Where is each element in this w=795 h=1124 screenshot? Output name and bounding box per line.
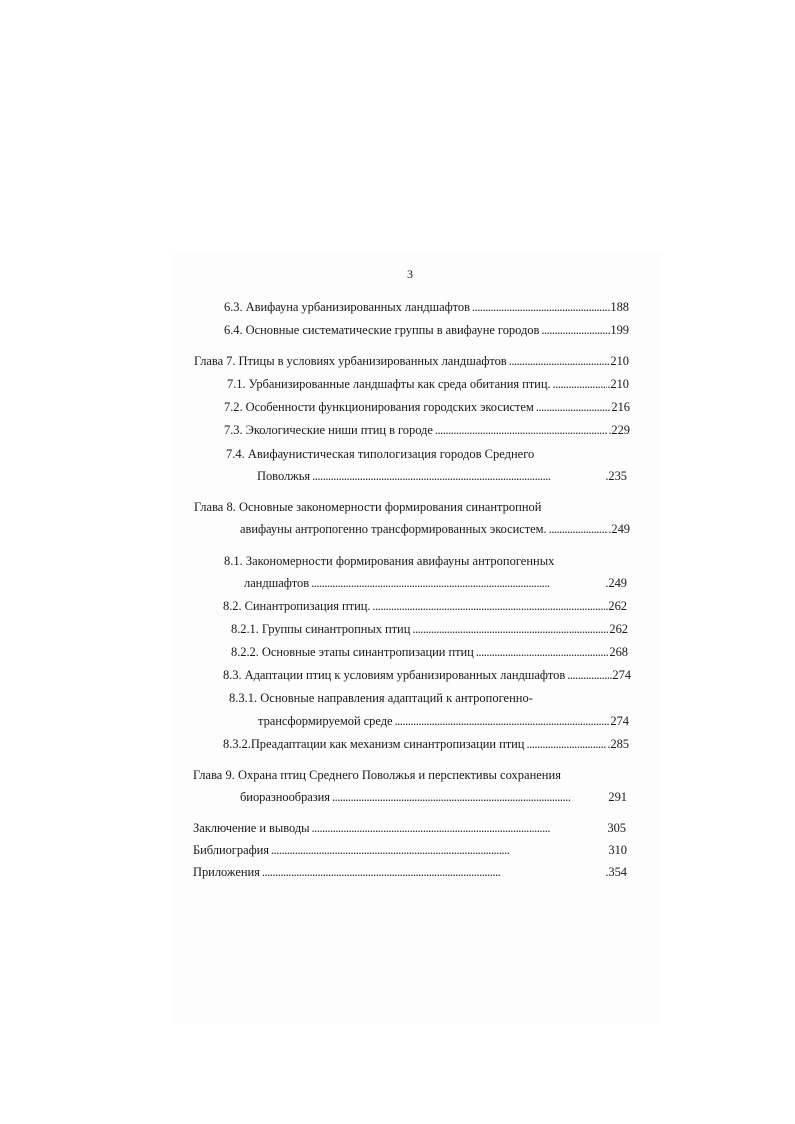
toc-entry [193,864,627,880]
toc-entry-page: 274 [610,714,629,728]
toc-entry-page: 268 [609,645,628,659]
leader-dots [507,353,611,369]
toc-entry [224,322,629,338]
toc-entry-page: 210 [610,354,629,368]
toc-entry-title: 6.3. Авифауна урбанизированных ландшафтов [224,300,470,314]
toc-entry-title: Поволжья [257,469,311,483]
toc-chapter [240,789,627,805]
toc-entry-title: 8.3. Адаптации птиц к условиям урбанизированных ландшафтов [223,668,566,682]
toc-entry-title: трансформируемой среде [258,714,393,728]
toc-entry-page: 310 [608,843,627,857]
toc-entry-title: 8.2.1. Группы синантропных птиц [231,622,411,636]
leader-dots [551,376,608,392]
toc-entry-title: авифауны антропогенно трансформированных экосистем. [240,522,547,536]
leader-dots [547,521,609,537]
toc-entry-title: Библиография [193,843,269,857]
toc-entry-page: 216 [611,400,630,414]
toc-chapter-title: Глава 8. Основные закономерности формирования синантропной [194,500,542,514]
page-number: 3 [407,267,413,281]
leader-dots [565,667,609,683]
toc-entry-title: 8.2.2. Основные этапы синантропизации птиц [231,645,474,659]
toc-entry [244,575,627,591]
toc-entry-page: 262 [609,622,628,636]
toc-entry-title: 7.1. Урбанизированные ландшафты как среда обитания птиц. [227,377,551,391]
toc-entry [231,621,628,637]
leader-dots [470,299,607,315]
toc-entry-page: .249 [608,522,630,536]
toc-entry-title: Глава 7. Птицы в условиях урбанизированных ландшафтов [194,354,507,368]
leader-dots [393,713,611,729]
toc-chapter [240,521,630,537]
toc-entry-title: 7.4. Авифаунистическая типологизация городов Среднего [226,447,535,461]
leader-dots [410,621,609,637]
toc-entry-title: 8.3.2.Преадаптации как механизм синантропизации птиц [223,737,525,751]
toc-chapter-title: Глава 9. Охрана птиц Среднего Поволжья и перспективы сохранения [193,768,561,782]
toc-entry-title: ландшафтов [244,576,310,590]
toc-entry [193,842,627,858]
toc-entry-page: .235 [605,469,627,483]
toc-entry-title: биоразнообразия [240,790,331,804]
toc-entry-title: 8.1. Закономерности формирования авифауны антропогенных [224,554,555,568]
toc-entry-page: .274 [609,668,631,682]
toc-entry [223,598,627,614]
toc-entry [224,422,630,438]
toc-entry-page: 291 [608,790,627,804]
leader-dots [370,598,605,614]
toc-entry [193,820,626,836]
toc-entry-page: .210 [607,377,629,391]
leader-dots [524,736,607,752]
leader-dots [433,422,608,438]
toc-entry-title: Приложения [193,865,260,879]
toc-entry [224,299,629,315]
toc-entry-page: .229 [608,423,630,437]
toc-entry-title: 6.4. Основные систематические группы в авифауне городов [224,323,540,337]
toc-entry [257,468,627,484]
toc-entry-page: .262 [605,599,627,613]
toc-entry-page: .188 [607,300,629,314]
toc-entry [224,399,630,415]
leader-dots [474,644,610,660]
leader-dots [309,575,605,591]
leader-dots [539,322,610,338]
toc-entry-page: .354 [605,865,627,879]
toc-entry [231,644,628,660]
toc-entry-page: .249 [605,576,627,590]
toc-entry-title: 7.3. Экологические ниши птиц в городе [224,423,433,437]
toc-chapter [194,353,629,369]
leader-dots [260,864,606,880]
toc-entry [223,736,629,752]
toc-entry [258,713,629,729]
leader-dots [310,820,608,836]
toc-entry-page: 305 [607,821,626,835]
toc-entry-page: .285 [607,737,629,751]
toc-entry-title: 8.3.1. Основные направления адаптаций к антропогенно- [229,691,533,705]
leader-dots [310,468,605,484]
toc-entry-title: 7.2. Особенности функционирования городских экосистем [224,400,534,414]
leader-dots [330,789,608,805]
leader-dots [534,399,612,415]
toc-entry-title: 8.2. Синантропизация птиц. [223,599,371,613]
toc-entry-page: 199 [610,323,629,337]
leader-dots [269,842,608,858]
toc-entry-title: Заключение и выводы [193,821,310,835]
toc-entry [227,376,629,392]
toc-entry [223,667,631,683]
